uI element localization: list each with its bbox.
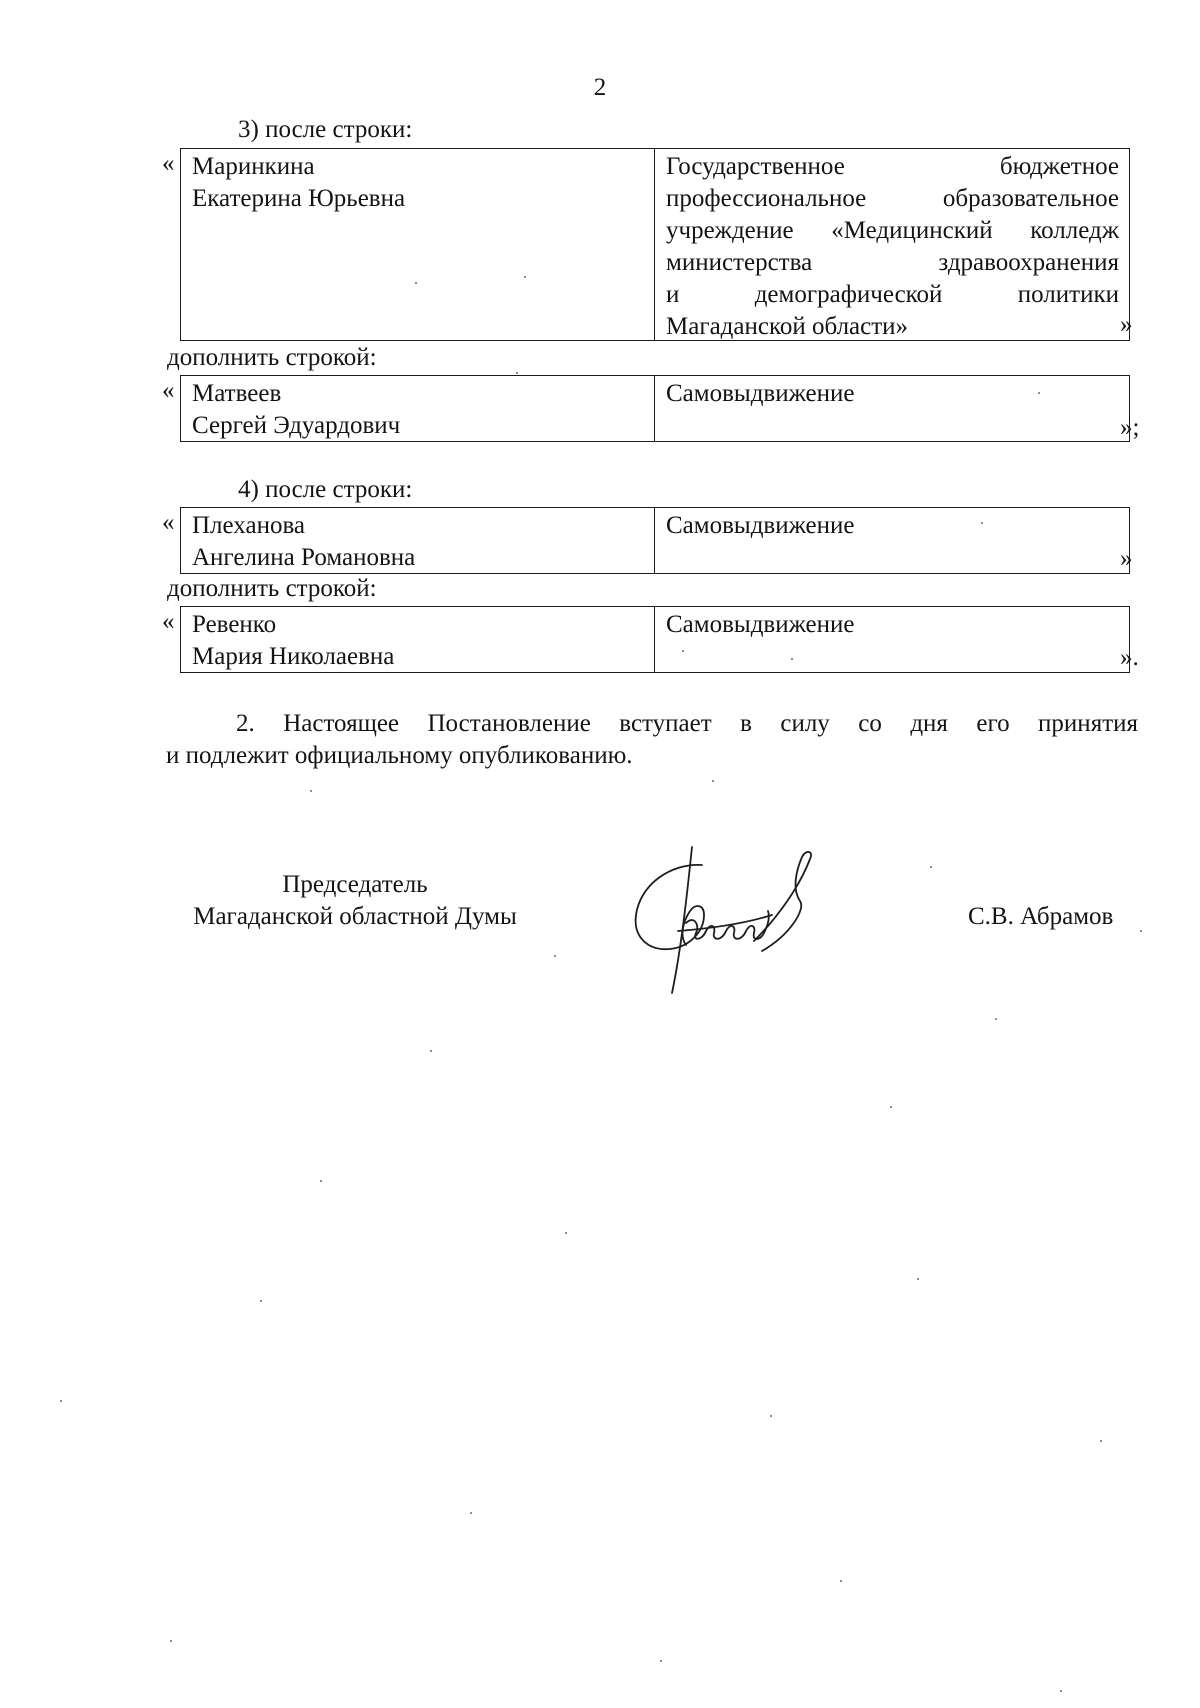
name-cell bbox=[181, 508, 655, 573]
organization-line: и демографической политики bbox=[666, 281, 1119, 308]
organization-cell bbox=[655, 508, 1129, 573]
signatory-title: Председатель bbox=[282, 871, 428, 898]
scan-speck bbox=[981, 522, 983, 524]
effective-date-paragraph bbox=[166, 708, 1138, 772]
organization-line: Самовыдвижение bbox=[666, 611, 855, 638]
scan-speck bbox=[470, 1512, 472, 1514]
scan-speck bbox=[565, 1232, 567, 1234]
organization-cell bbox=[655, 376, 1129, 441]
organization-line: учреждение «Медицинский колледж bbox=[666, 217, 1119, 244]
organization-line: Государственное бюджетное bbox=[666, 153, 1119, 180]
scan-speck bbox=[840, 1580, 842, 1582]
name-cell bbox=[181, 149, 655, 340]
table-row bbox=[180, 375, 1130, 442]
given-names: Мария Николаевна bbox=[192, 643, 395, 670]
scan-speck bbox=[320, 1180, 322, 1182]
given-names: Сергей Эдуардович bbox=[192, 412, 401, 439]
scan-speck bbox=[890, 1106, 892, 1108]
scan-speck bbox=[60, 1400, 62, 1402]
scan-speck bbox=[260, 1300, 262, 1302]
organization-line: министерства здравоохранения bbox=[666, 249, 1119, 276]
signatory-title: Магаданской областной Думы bbox=[193, 903, 517, 930]
surname: Ревенко bbox=[192, 611, 277, 638]
close-quote: »; bbox=[1120, 414, 1140, 441]
scan-speck bbox=[1038, 392, 1040, 394]
section-3-intro: 3) после строки: bbox=[238, 116, 413, 143]
scan-speck bbox=[682, 650, 684, 652]
close-quote: » bbox=[1120, 545, 1133, 572]
given-names: Ангелина Романовна bbox=[192, 544, 416, 571]
scan-speck bbox=[554, 955, 556, 957]
surname: Матвеев bbox=[192, 380, 282, 407]
name-cell bbox=[181, 376, 655, 441]
close-quote: » bbox=[1120, 311, 1133, 338]
organization-line: Самовыдвижение bbox=[666, 512, 855, 539]
scan-speck bbox=[660, 1660, 662, 1662]
scan-speck bbox=[791, 658, 793, 660]
scan-speck bbox=[712, 780, 714, 782]
open-quote: « bbox=[162, 509, 175, 536]
scan-speck bbox=[1140, 930, 1142, 932]
open-quote: « bbox=[162, 608, 175, 635]
table-row bbox=[180, 507, 1130, 574]
scan-speck bbox=[930, 866, 932, 868]
organization-cell bbox=[655, 149, 1129, 340]
scan-speck bbox=[770, 1415, 772, 1417]
paragraph-line: и подлежит официальному опубликованию. bbox=[166, 742, 633, 769]
scan-speck bbox=[917, 1278, 919, 1280]
scan-speck bbox=[430, 1050, 432, 1052]
scan-speck bbox=[516, 372, 518, 374]
table-row bbox=[180, 148, 1130, 341]
page-number: 2 bbox=[593, 74, 607, 101]
open-quote: « bbox=[162, 150, 175, 177]
signatory-name: С.В. Абрамов bbox=[968, 903, 1114, 930]
scan-speck bbox=[524, 276, 526, 278]
section-4-intro: 4) после строки: bbox=[238, 476, 413, 503]
surname: Плеханова bbox=[192, 512, 306, 539]
organization-line: профессиональное образовательное bbox=[666, 185, 1119, 212]
scan-speck bbox=[1100, 1440, 1102, 1442]
add-row-label: дополнить строкой: bbox=[167, 575, 377, 602]
given-names: Екатерина Юрьевна bbox=[192, 185, 406, 212]
close-quote: ». bbox=[1120, 644, 1139, 671]
scan-speck bbox=[170, 1640, 172, 1642]
scan-speck bbox=[1060, 1690, 1062, 1692]
handwritten-signature bbox=[630, 845, 830, 995]
organization-cell bbox=[655, 607, 1129, 672]
scan-speck bbox=[995, 1018, 997, 1020]
surname: Маринкина bbox=[192, 153, 315, 180]
scan-speck bbox=[415, 282, 417, 284]
open-quote: « bbox=[162, 377, 175, 404]
scan-speck bbox=[310, 790, 312, 792]
name-cell bbox=[181, 607, 655, 672]
table-row bbox=[180, 606, 1130, 673]
organization-line: Магаданской области» bbox=[666, 313, 909, 340]
add-row-label: дополнить строкой: bbox=[167, 344, 377, 371]
organization-line: Самовыдвижение bbox=[666, 380, 855, 407]
paragraph-line: 2. Настоящее Постановление вступает в силу со дня его принятия bbox=[236, 710, 1138, 737]
